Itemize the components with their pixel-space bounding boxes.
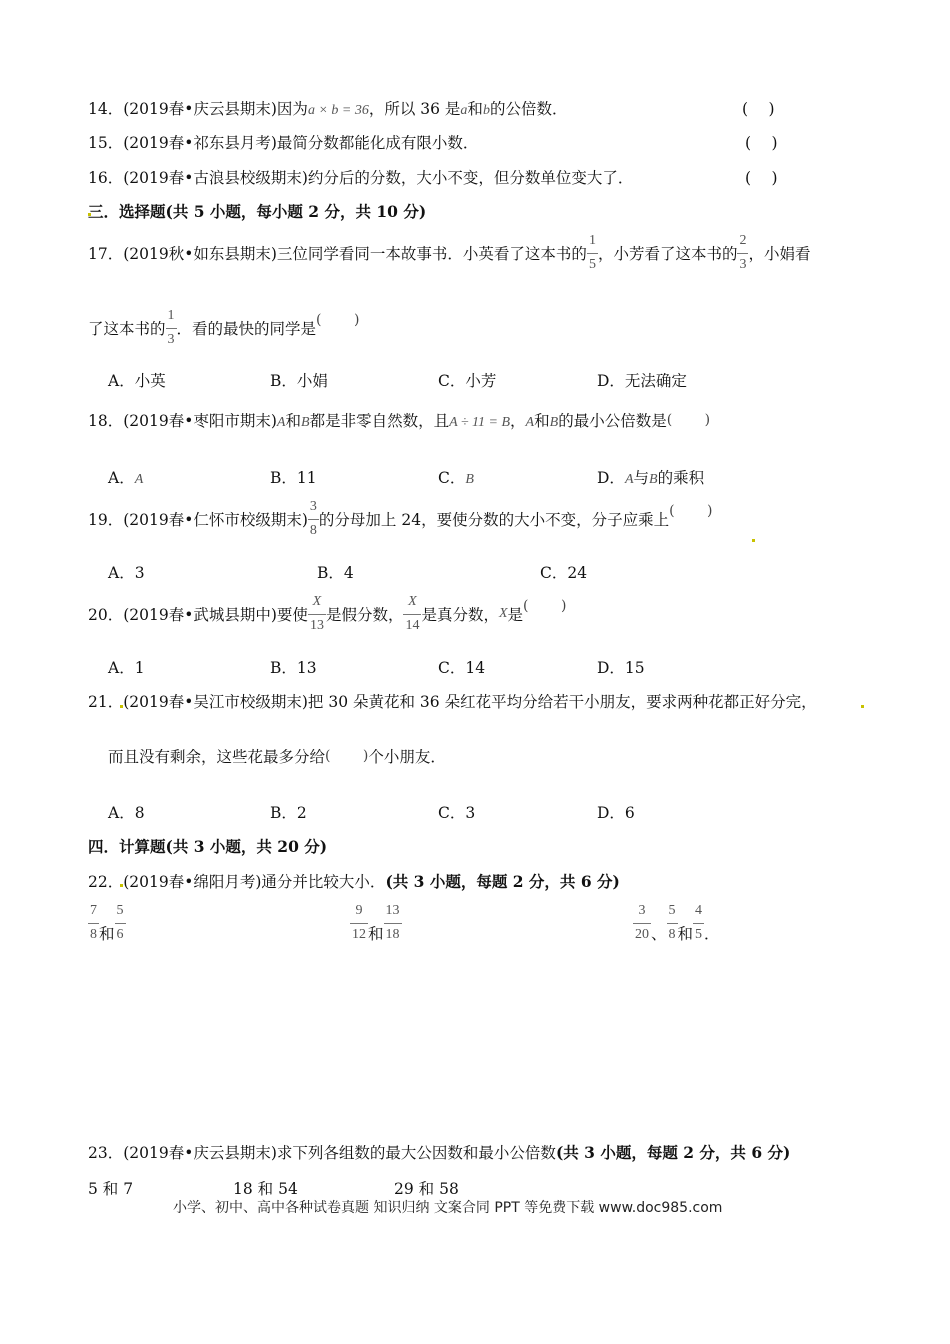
numerator: X (312, 594, 322, 609)
numerator: X (408, 594, 417, 609)
denominator: 3 (739, 257, 747, 272)
option-c[interactable] (438, 466, 474, 488)
denominator: 3 (167, 332, 175, 347)
question-text: 和 (534, 412, 550, 430)
question-source: (2019春•枣阳市期末) (123, 412, 277, 430)
option-d[interactable]: D．15 (597, 659, 645, 677)
math-variable: A (525, 415, 535, 430)
question-text: ．看的最快的同学是 (176, 320, 317, 338)
question-text: 把 30 朵黄花和 36 朵红花平均分给若干小朋友，要求两种花都正好分完， (307, 693, 817, 711)
question-source: (2019春•古浪县校级期末) (123, 169, 308, 187)
option-d[interactable] (597, 466, 704, 488)
option-d[interactable]: D．6 (597, 804, 635, 822)
question-number: 19． (88, 511, 124, 529)
fraction (308, 595, 326, 633)
question-text: 的最小公倍数是 (558, 412, 667, 430)
option-b[interactable]: B．2 (270, 804, 307, 822)
question-score: (共 3 小题，每题 2 分，共 6 分) (555, 1143, 791, 1162)
fraction (693, 904, 704, 942)
denominator: 5 (695, 927, 703, 942)
numerator: 3 (638, 903, 646, 918)
question-source: (2019春•祁东县月考) (123, 134, 277, 152)
fraction (667, 904, 678, 942)
question-text: 和 (285, 412, 301, 430)
denominator: 18 (385, 927, 400, 942)
question-text: 因为 (276, 100, 308, 118)
and-text: 和 (99, 925, 115, 943)
numerator: 1 (588, 233, 596, 248)
answer-blank[interactable]: ( ) (742, 100, 775, 118)
question-16 (88, 166, 633, 188)
problem-3 (633, 904, 720, 944)
math-variable: a (460, 103, 468, 118)
math-variable: B (301, 415, 310, 430)
question-text: 通分并比较大小． (261, 873, 386, 891)
and-text: 和 (677, 925, 694, 943)
answer-blank[interactable]: ( ) (745, 169, 778, 187)
question-17-line2 (88, 309, 359, 347)
question-21 (88, 690, 817, 712)
answer-blank[interactable]: ( ) (316, 312, 360, 328)
denominator: 20 (635, 927, 649, 942)
fraction (88, 904, 99, 942)
denominator: 12 (352, 927, 366, 942)
question-text: 而且没有剩余，这些花最多分给 (108, 748, 326, 766)
answer-blank[interactable]: ( ) (523, 598, 567, 614)
question-number: 14． (88, 100, 124, 118)
answer-blank[interactable]: ( ) (669, 503, 713, 519)
option-b[interactable]: B．13 (270, 659, 317, 677)
question-number: 21． (88, 693, 124, 711)
question-source: (2019春•庆云县期末) (123, 100, 277, 118)
option-c[interactable]: C．24 (540, 564, 588, 582)
question-text: 的公倍数． (489, 100, 568, 118)
math-variable: B (549, 415, 559, 430)
numerator: 4 (695, 903, 703, 918)
math-expression: A ÷ 11 = B (449, 415, 511, 430)
end-punctuation: ． (704, 925, 720, 943)
question-text: 最简分数都能化成有限小数． (276, 134, 479, 152)
fraction (587, 234, 598, 272)
question-source: (2019秋•如东县期末) (123, 245, 277, 263)
numerator: 9 (355, 903, 363, 918)
math-variable: A (624, 472, 634, 487)
fraction (384, 904, 402, 942)
question-17 (88, 234, 810, 272)
question-text: ， (510, 412, 526, 430)
question-source: (2019春•武城县期中) (123, 606, 277, 624)
question-text: 个小朋友． (368, 748, 446, 766)
section-title: 三．选择题(共 5 小题，每小题 2 分，共 10 分) (88, 202, 427, 221)
and-text: 和 (368, 925, 384, 943)
option-label: C． (438, 469, 466, 487)
question-source: (2019春•仁怀市校级期末) (123, 511, 308, 529)
question-text: ，所以 36 是 (368, 100, 461, 118)
question-number: 16． (88, 169, 124, 187)
question-text: 三位同学看同一本故事书．小英看了这本书的 (276, 245, 587, 263)
fraction (115, 904, 126, 942)
numerator: 13 (385, 903, 400, 918)
question-text: ，小娟看 (748, 245, 811, 263)
question-22 (88, 870, 620, 892)
question-text: 约分后的分数，大小不变，但分数单位变大了． (307, 169, 634, 187)
question-15 (88, 131, 478, 153)
question-number: 17． (88, 245, 124, 263)
option-text: 与 (633, 469, 650, 487)
answer-blank[interactable]: ( ) (666, 412, 711, 428)
numerator: 2 (739, 233, 747, 248)
fraction (633, 904, 651, 942)
problem-2 (350, 904, 402, 944)
option-c[interactable]: C．14 (438, 659, 486, 677)
option-d[interactable]: D．无法确定 (597, 372, 687, 390)
question-19 (88, 500, 712, 538)
number-pair-1: 5 和 7 (88, 1180, 134, 1198)
question-23 (88, 1141, 790, 1163)
fraction (350, 904, 368, 942)
answer-blank[interactable]: ( ) (745, 134, 778, 152)
separator-text: 、 (651, 925, 667, 943)
problem-1 (88, 904, 126, 944)
question-21-line2 (108, 745, 446, 767)
question-text: 求下列各组数的最大公因数和最小公倍数 (276, 1144, 556, 1162)
denominator: 13 (309, 618, 324, 633)
question-text: 了这本书的 (88, 320, 166, 338)
question-20 (88, 595, 566, 633)
math-variable: B (649, 472, 658, 487)
math-variable: A (276, 415, 286, 430)
math-expression: a × b = 36 (307, 103, 369, 118)
denominator: 8 (668, 927, 676, 942)
denominator: 8 (90, 927, 97, 942)
footer-text: 小学、初中、高中各种试卷真题 知识归纳 文案合同 PPT 等免费下载 www.doc985.com (173, 1200, 723, 1216)
question-text: 是假分数， (325, 606, 404, 624)
question-source: (2019春•绵阳月考) (123, 873, 262, 891)
math-variable: b (482, 103, 490, 118)
fraction (166, 309, 177, 347)
option-b[interactable]: B．11 (270, 469, 317, 487)
marker-dot (752, 539, 755, 542)
option-c[interactable]: C．小芳 (438, 372, 497, 390)
math-variable: A (134, 472, 144, 487)
denominator: 14 (405, 618, 420, 633)
numerator: 5 (116, 903, 124, 918)
option-a[interactable] (108, 466, 143, 488)
question-number: 23． (88, 1144, 124, 1162)
question-text: 是真分数， (421, 606, 499, 624)
option-a[interactable]: A．8 (108, 804, 145, 822)
option-b[interactable]: B．4 (317, 564, 354, 582)
denominator: 5 (588, 257, 596, 272)
question-text: 和 (467, 100, 483, 118)
question-text: 要使 (276, 606, 308, 624)
option-c[interactable]: C．3 (438, 804, 476, 822)
numerator: 3 (309, 499, 317, 514)
question-14 (88, 97, 567, 119)
option-a[interactable]: A．小英 (108, 372, 166, 390)
option-a[interactable]: A．1 (108, 659, 145, 677)
numerator: 7 (90, 903, 97, 918)
marker-dot (861, 705, 864, 708)
question-text: 都是非零自然数，且 (309, 412, 450, 430)
question-source: (2019春•吴江市校级期末) (123, 693, 308, 711)
denominator: 6 (116, 927, 124, 942)
fraction (737, 234, 748, 272)
question-text: 是 (507, 606, 524, 624)
math-variable: X (498, 606, 508, 621)
question-source: (2019春•庆云县期末) (123, 1144, 277, 1162)
question-text: ，小芳看了这本书的 (597, 245, 738, 263)
math-variable: B (465, 472, 474, 487)
number-pair-3: 29 和 58 (394, 1180, 459, 1198)
numerator: 1 (167, 308, 175, 323)
section-title: 四．计算题(共 3 小题，共 20 分) (88, 837, 328, 856)
question-number: 22． (88, 873, 124, 891)
question-18 (88, 409, 710, 431)
question-number: 18． (88, 412, 124, 430)
question-score: (共 3 小题，每题 2 分，共 6 分) (385, 872, 620, 891)
option-b[interactable]: B．小娟 (270, 372, 328, 390)
question-text: 的分母加上 24，要使分数的大小不变，分子应乘上 (318, 511, 670, 529)
question-number: 20． (88, 606, 124, 624)
option-a[interactable]: A．3 (108, 564, 145, 582)
fraction (403, 595, 421, 633)
answer-blank[interactable]: ( ) (325, 748, 369, 764)
numerator: 5 (668, 903, 676, 918)
denominator: 8 (309, 523, 317, 538)
option-label: A． (108, 469, 135, 487)
option-text: 的乘积 (657, 469, 705, 487)
fraction (308, 500, 319, 538)
number-pair-2: 18 和 54 (233, 1180, 298, 1198)
question-number: 15． (88, 134, 124, 152)
option-label: D． (597, 469, 625, 487)
